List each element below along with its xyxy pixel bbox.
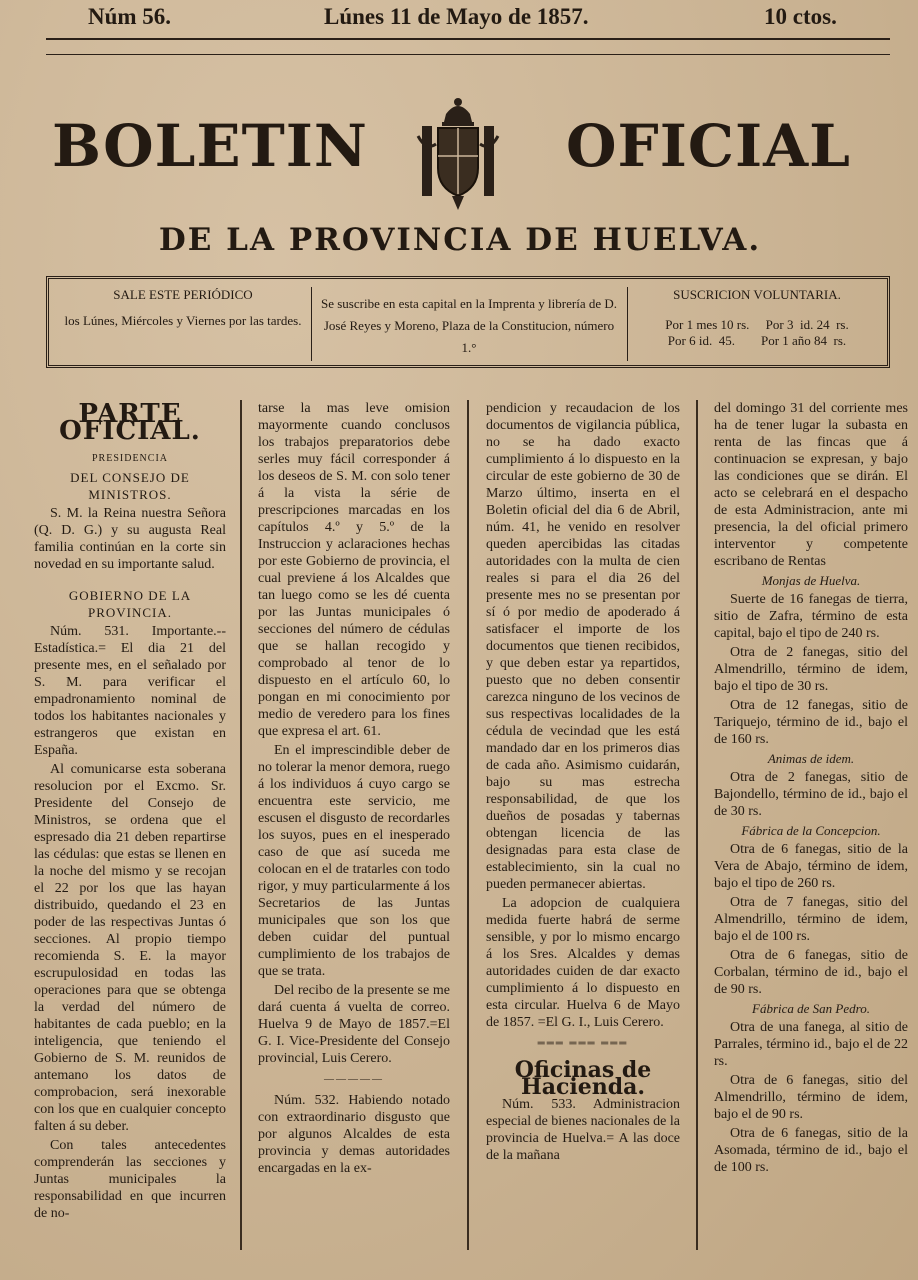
column-4 xyxy=(714,400,908,1178)
paragraph: Del recibo de la presente se me dará cuenta á vuelta de correo. Huelva 9 de Mayo de 1857.=El G. I. Vice-Presidente del Consejo provincial, Luis Cerero. xyxy=(258,983,450,1066)
infobox-divider-1 xyxy=(311,287,312,361)
ornamental-separator: ═══ ═══ ═══ xyxy=(537,1038,629,1049)
top-rule-thin xyxy=(46,54,890,55)
infobox-rates-1: Por 1 mes 10 rs. Por 3 id. 24 rs. xyxy=(665,317,849,332)
subscription-infobox xyxy=(46,276,890,368)
column-rule-3 xyxy=(696,400,698,1250)
heading-gobierno: GOBIERNO DE LA PROVINCIA. xyxy=(68,588,192,620)
paragraph: S. M. la Reina nuestra Señora (Q. D. G.) y su augusta Real familia continúan en la corte sin novedad en su importante salud. xyxy=(34,506,226,572)
section-heading-oficinas: Oficinas de Hacienda. xyxy=(514,1057,652,1100)
list-item: Otra de 6 fanegas, sitio de la Asomada, término de id., bajo el de 100 rs. xyxy=(714,1126,908,1175)
infobox-middle: Se suscribe en esta capital en la Imprenta y librería de D. José Reyes y Moreno, Plaza de la Constitucion, número 1.° xyxy=(321,296,617,355)
infobox-left xyxy=(59,287,307,329)
column-3 xyxy=(486,400,680,1166)
paragraph: La adopcion de cualquiera medida fuerte habrá de serme sensible, y por lo mismo encargo á los Sres. Alcaldes y demas autoridades cuiden de dar exacto cumplimiento á lo dispuesto en esta circular. Huelva 6 de Mayo de 1857. =El G. I., Luis Cerero. xyxy=(486,896,680,1030)
subheading: Animas de idem. xyxy=(767,751,855,766)
top-rule xyxy=(46,38,890,40)
column-2 xyxy=(258,400,450,1179)
paragraph: Al comunicarse esta soberana resolucion por el Excmo. Sr. Presidente del Consejo de Ministros, se ordena que el espresado dia 21 deben repartirse las cédulas: que estas se llenen en la noche del mismo y se recojan el 22 por los que las hayan distribuido, quedando el 23 en poder de las respectivas Juntas ó secciones. Al propio tiempo recomienda S. E. la mayor escrupulosidad en todas las operaciones para que se obtenga la verdad del número de habitantes de cada pueblo; en la inteligencia, que teniendo el Gobierno de S. M. reunidos de antemano los datos de comprobacion, será inexorable con los que en cualquier concepto falten á su deber. xyxy=(34,762,226,1134)
infobox-rates-2: Por 6 id. 45. Por 1 año 84 rs. xyxy=(667,333,847,348)
column-rule-2 xyxy=(467,400,469,1250)
title-right: OFICIAL xyxy=(566,112,851,180)
heading-consejo: DEL CONSEJO DE MINISTROS. xyxy=(70,470,190,502)
section-heading-parte-oficial: PARTE OFICIAL. xyxy=(59,399,201,446)
subheading: Fábrica de San Pedro. xyxy=(752,1001,870,1016)
infobox-left-text: los Lúnes, Miércoles y Viernes por las tardes. xyxy=(64,313,302,328)
issue-number: Núm 56. xyxy=(88,4,172,29)
infobox-right-title: SUSCRICION VOLUNTARIA. xyxy=(673,287,841,302)
column-1 xyxy=(34,400,226,1224)
subheading: Fábrica de la Concepcion. xyxy=(741,823,881,838)
list-item: Otra de 7 fanegas, sitio del Almendrillo, término de idem, bajo el de 100 rs. xyxy=(714,895,908,944)
paragraph: Con tales antecedentes comprenderán las secciones y Juntas municipales la responsabilidad en que incurren de no- xyxy=(34,1138,226,1221)
infobox-divider-2 xyxy=(627,287,628,361)
infobox-left-title: SALE ESTE PERIÓDICO xyxy=(113,287,253,302)
subtitle: DE LA PROVINCIA DE HUELVA. xyxy=(158,222,762,258)
paragraph: pendicion y recaudacion de los documentos de vigilancia pública, no se ha dado exacto cumplimiento á lo dispuesto en la circular de este gobierno de 30 de Marzo último, inserta en el Boletin oficial del dia 6 de Abril, núm. 41, he venido en resolver queden apercibidas las citadas autoridades con la multa de cien reales si para el dia 26 del presente mes no se presentan por sí ó por medio de apoderado á satisfacer el importe de los documentos que tienen recibidos, y que deben estar ya repartidos, puesto que no deben consentir carezca ninguno de los vecinos de sus respectivas localidades de la cédula de vecindad que les está mandado dar en los primeros dias de cada año. Asimismo cuidarán, bajo su mas estrecha responsabilidad, de que los dueños de posadas y tabernas obtengan licencia de las designadas para esta clase de establecimiento, sin la cual no pueden permanecer abiertas. xyxy=(486,401,680,892)
list-item: Otra de 6 fanegas, sitio de la Vera de Abajo, término de idem, bajo el tipo de 260 rs. xyxy=(714,842,908,891)
list-item: Otra de 12 fanegas, sitio de Tariquejo, término de id., bajo el de 160 rs. xyxy=(714,698,908,747)
heading-presidencia: PRESIDENCIA xyxy=(91,453,168,464)
paragraph: Núm. 533. Administracion especial de bienes nacionales de la provincia de Huelva.= A las doce de la mañana xyxy=(486,1097,680,1163)
list-item: Otra de 2 fanegas, sitio del Almendrillo, término de idem, bajo el tipo de 30 rs. xyxy=(714,645,908,694)
list-item: Otra de 6 fanegas, sitio del Almendrillo, término de idem, bajo el de 90 rs. xyxy=(714,1073,908,1122)
masthead-top-line xyxy=(0,2,918,34)
list-item: Suerte de 16 fanegas de tierra, sitio de Zafra, término de esta capital, bajo el tipo de 240 rs. xyxy=(714,592,908,641)
list-item: Otra de una fanega, al sitio de Parrales, término id., bajo el de 22 rs. xyxy=(714,1020,908,1069)
infobox-right xyxy=(637,287,877,349)
list-item: Otra de 2 fanegas, sitio de Bajondello, término de id., bajo el de 30 rs. xyxy=(714,770,908,819)
issue-price: 10 ctos. xyxy=(764,4,837,29)
separator-rule: ————— xyxy=(324,1074,384,1085)
paragraph: Núm. 532. Habiendo notado con extraordinario disgusto que por algunos Alcaldes de esta provincia y demas autoridades encargadas en la ex- xyxy=(258,1093,450,1176)
issue-date: Lúnes 11 de Mayo de 1857. xyxy=(324,4,589,29)
paragraph: Núm. 531. Importante.-- Estadística.= El dia 21 del presente mes, en el señalado por S. M. para verificar el empadronamiento nominal de todos los habitantes nacionales y estrangeros que existan en España. xyxy=(34,624,226,758)
paragraph: En el imprescindible deber de no tolerar la menor demora, ruego á los individuos á cuyo cargo se encuentra este servicio, me escusen el disgusto de recordarles los suyos, pues en el inesperado caso de que así suceda me colocan en el de tratarles con todo rigor, y muy particularmente á los Secretarios de las Juntas municipales que son los que deben cuidar del puntual cumplimiento de los trabajos de que se trata. xyxy=(258,743,450,979)
column-rule-1 xyxy=(240,400,242,1250)
paragraph: del domingo 31 del corriente mes ha de tener lugar la subasta en renta de las fincas que á continuacion se expresan, y bajo las condiciones que se dirán. El acto se celebrará en el despacho de esta Administracion, ante mi presencia, la del oficial primero interventor y competente escribano de Rentas xyxy=(714,401,908,569)
paragraph: tarse la mas leve omision mayormente cuando conclusos los trabajos preparatorios debe serles muy fácil corresponder á los deseos de S. M. con solo tener á la vista la série de prescripciones marcadas en los capítulos 4.º y 5.º de la Instruccion y aclaraciones hechas por este Gobierno de provincia, el cual previene á los Alcaldes que tan luego como se les dé cuenta por las Juntas municipales ó secciones del número de cédulas que se hallan recogido y comprobado al tenor de lo dispuesto en el artículo 60, lo pongan en mi conocimiento por medio de veredero para los fines que expresa el art. 61. xyxy=(258,401,450,739)
title-left: BOLETIN xyxy=(52,112,368,180)
list-item: Otra de 6 fanegas, sitio de Corbalan, término de id., bajo el de 90 rs. xyxy=(714,948,908,997)
coat-of-arms-icon xyxy=(416,96,500,212)
subheading: Monjas de Huelva. xyxy=(761,573,861,588)
